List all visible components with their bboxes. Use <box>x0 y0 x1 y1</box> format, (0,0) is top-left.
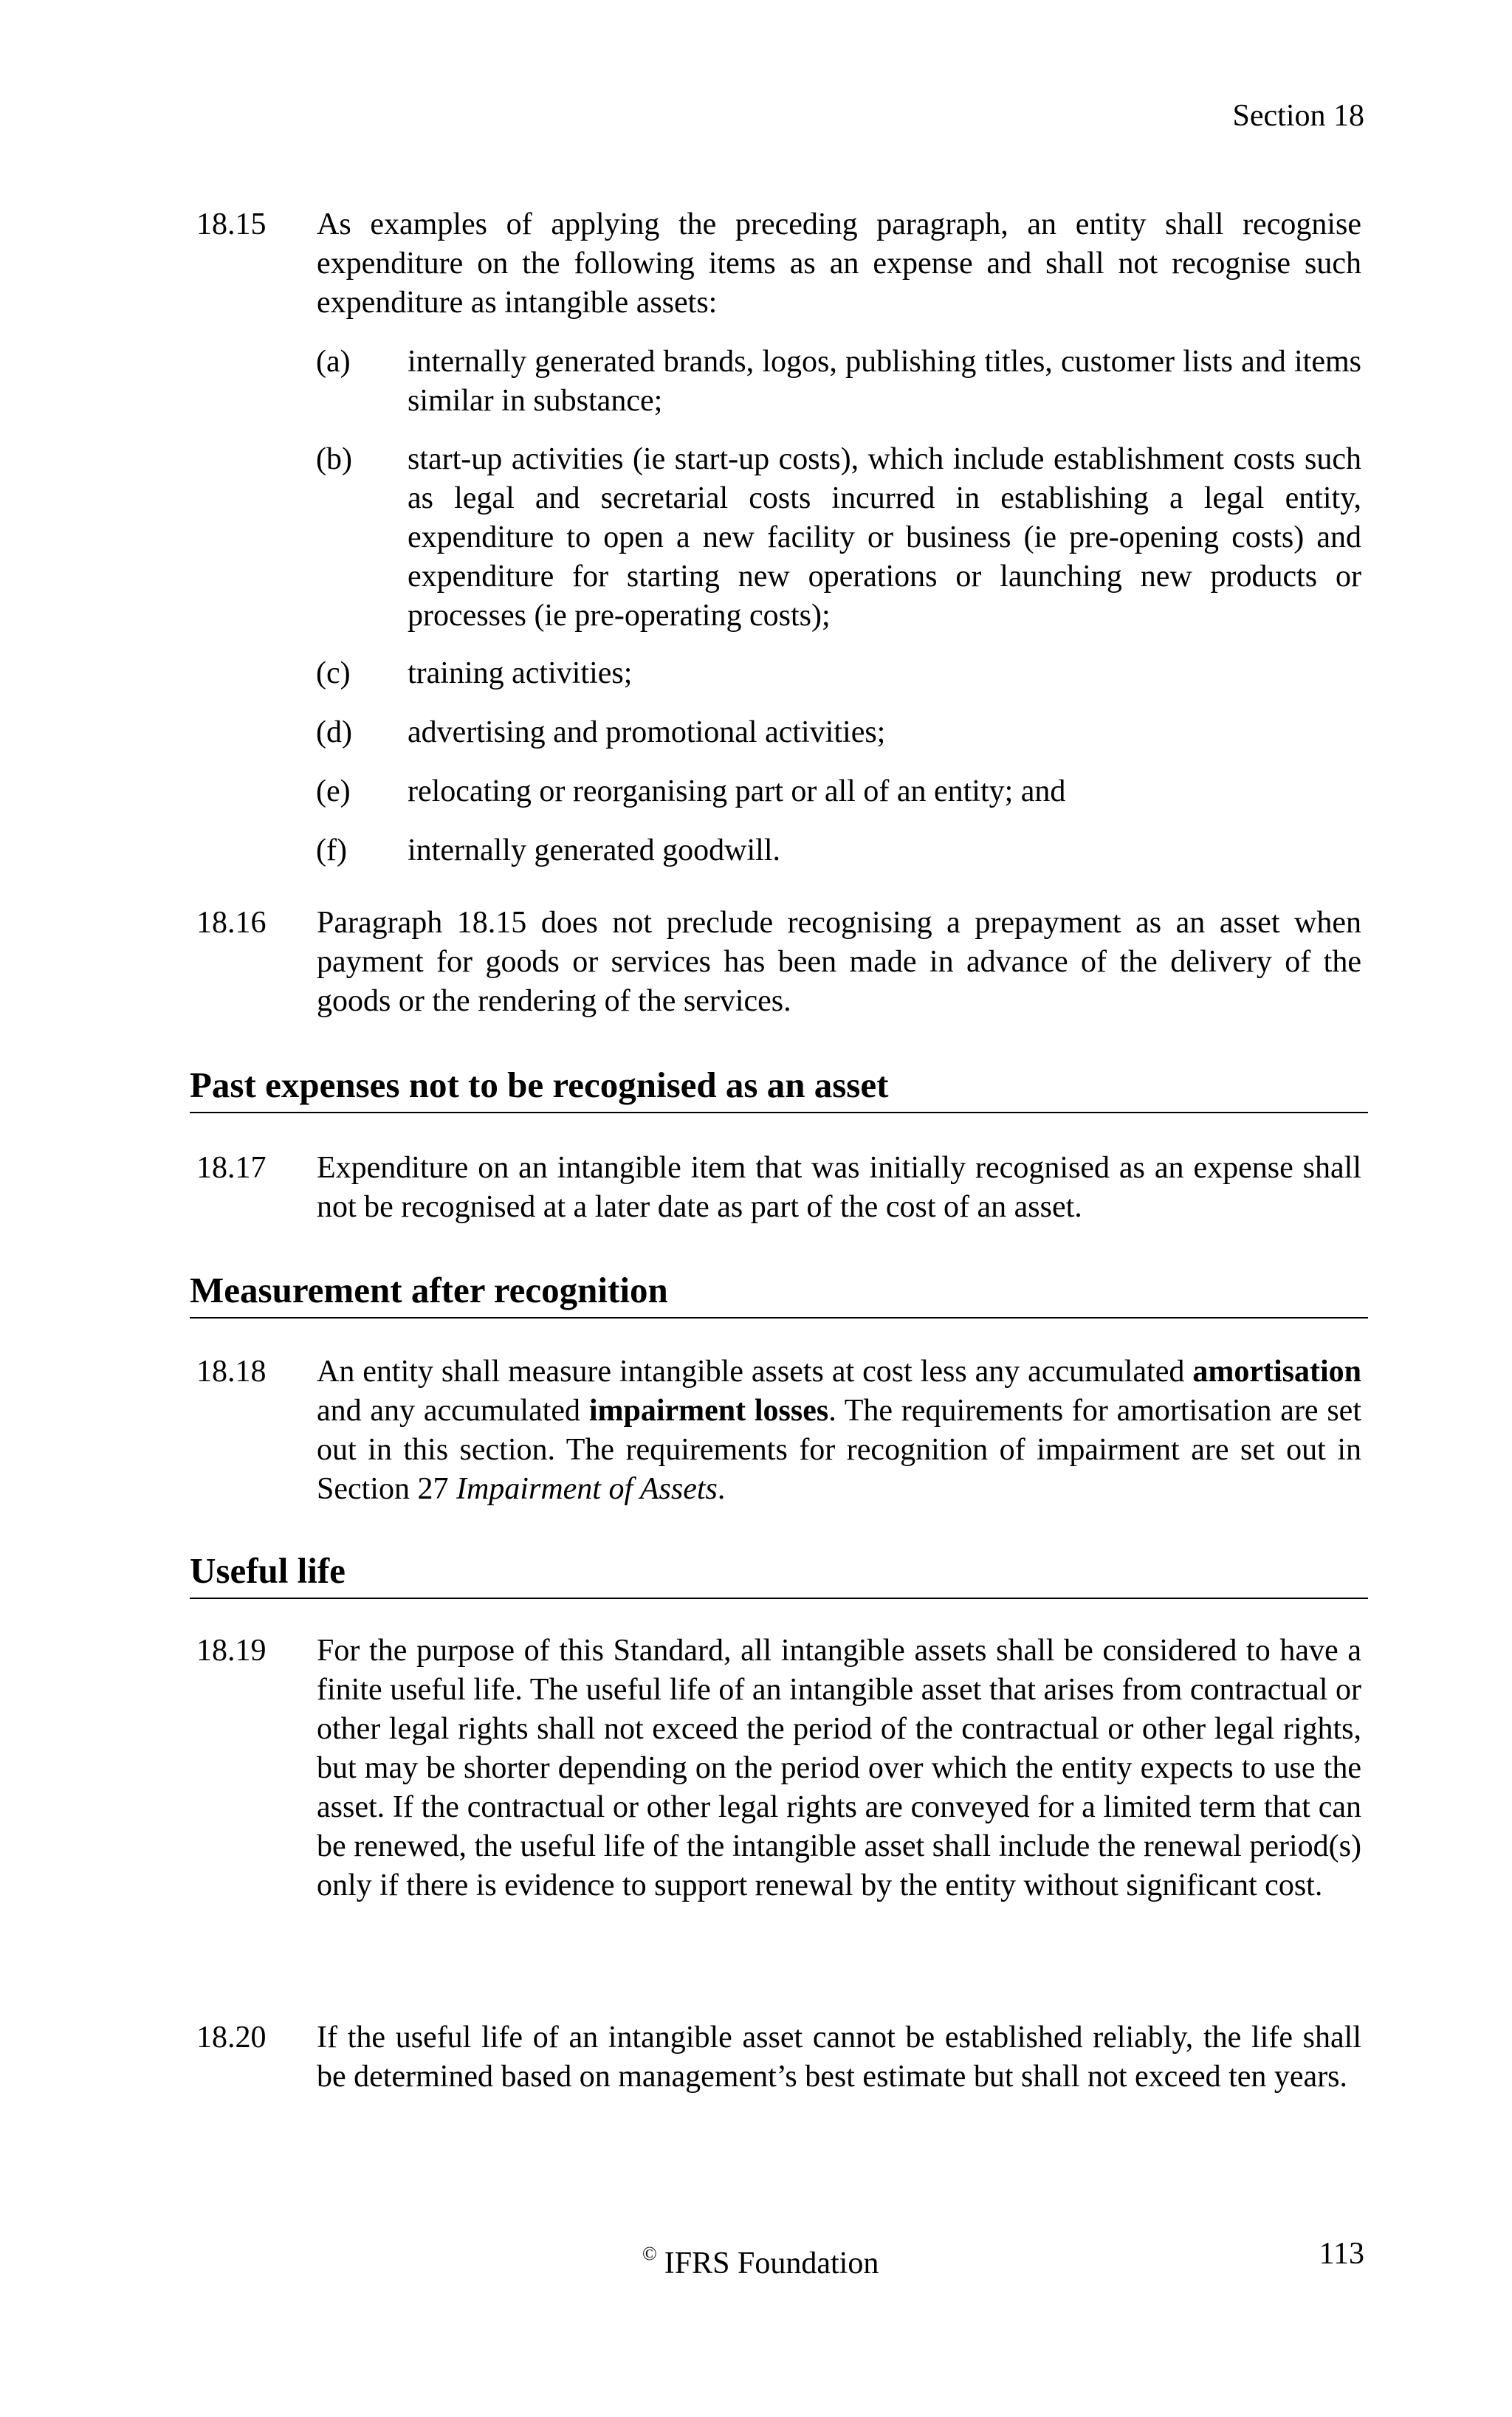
text-run: . <box>717 1472 726 1506</box>
text-run: . The requirements for amortisation are set out in this section. The requirements for recognition of impairment are set out in Section 27 <box>317 1394 1361 1506</box>
list-item-f <box>316 831 1361 870</box>
paragraph-text: For the purpose of this Standard, all intangible assets shall be considered to have a finite useful life. The useful life of an intangible asset that arises from contractual or other legal rights shall not exceed the period of the contractual or other legal rights, but may be shorter depending on the period over which the entity expects to use the asset. If the contractual or other legal rights are conveyed for a limited term that can be renewed, the useful life of the intangible asset shall include the renewal period(s) only if there is evidence to support renewal by the entity without significant cost. <box>317 1634 1361 1902</box>
list-item-label: (d) <box>316 715 352 749</box>
copyright-symbol: © <box>642 2243 657 2264</box>
list-item-text: training activities; <box>408 656 633 690</box>
text-run: An entity shall measure intangible assets at cost less any accumulated <box>317 1355 1193 1389</box>
section-header: Section 18 <box>1232 99 1364 133</box>
paragraph-text: Paragraph 18.15 does not preclude recognising a prepayment as an asset when payment for goods or services has been made in advance of the delivery of the goods or the rendering of the services. <box>317 906 1361 1018</box>
list-item-label: (b) <box>316 442 352 476</box>
list-item-label: (c) <box>316 656 351 690</box>
list-item-text: internally generated brands, logos, publishing titles, customer lists and items similar in substance; <box>408 345 1361 418</box>
heading-past-expenses: Past expenses not to be recognised as an asset <box>190 1063 1368 1113</box>
list-item-label: (a) <box>316 345 351 379</box>
list-item-label: (f) <box>316 833 347 867</box>
paragraph-18-19 <box>196 1632 1361 1905</box>
paragraph-text: Expenditure on an intangible item that was initially recognised as an expense shall not be recognised at a later date as part of the cost of an asset. <box>317 1151 1361 1224</box>
paragraph-18-20 <box>196 2018 1361 2097</box>
paragraph-number: 18.15 <box>196 207 267 241</box>
list-item-label: (e) <box>316 774 351 808</box>
list-item-text: advertising and promotional activities; <box>408 715 886 749</box>
term-impairment-losses: impairment losses <box>588 1394 829 1428</box>
paragraph-number: 18.16 <box>196 906 267 940</box>
list-item-text: internally generated goodwill. <box>408 833 781 867</box>
paragraph-18-18 <box>196 1352 1361 1509</box>
paragraph-18-16 <box>196 904 1361 1021</box>
list-item-text: start-up activities (ie start-up costs), which include establishment costs such as legal and secretarial costs incurred in establishing a legal entity, expenditure to open a new facility or business (ie pre-opening costs) and expenditure for starting new operations or launching new products or processes (ie pre-operating costs); <box>408 442 1361 633</box>
list-item-e <box>316 772 1361 811</box>
list-item-a <box>316 343 1361 421</box>
paragraph-number: 18.18 <box>196 1355 267 1389</box>
paragraph-number: 18.19 <box>196 1634 267 1668</box>
paragraph-number: 18.20 <box>196 2021 267 2055</box>
heading-measurement: Measurement after recognition <box>190 1268 1368 1318</box>
paragraph-text <box>317 1352 1361 1509</box>
paragraph-number: 18.17 <box>196 1151 267 1185</box>
text-run: and any accumulated <box>317 1394 589 1428</box>
section-reference: Impairment of Assets <box>456 1472 718 1506</box>
paragraph-text: As examples of applying the preceding paragraph, an entity shall recognise expenditure on the following items as an expense and shall not recognise such expenditure as intangible assets: <box>317 207 1361 320</box>
footer-copyright <box>642 2232 879 2285</box>
paragraph-18-15 <box>196 205 1361 323</box>
term-amortisation: amortisation <box>1192 1355 1361 1389</box>
page-number: 113 <box>1319 2237 1364 2271</box>
paragraph-18-17 <box>196 1149 1361 1227</box>
list-item-c <box>316 654 1361 693</box>
list-item-b <box>316 440 1361 636</box>
copyright-text: IFRS Foundation <box>664 2246 879 2280</box>
list-item-text: relocating or reorganising part or all of an entity; and <box>408 774 1066 808</box>
heading-useful-life: Useful life <box>190 1549 1368 1599</box>
paragraph-text: If the useful life of an intangible asset cannot be established reliably, the life shall be determined based on management’s best estimate but shall not exceed ten years. <box>317 2021 1361 2094</box>
list-item-d <box>316 713 1361 752</box>
